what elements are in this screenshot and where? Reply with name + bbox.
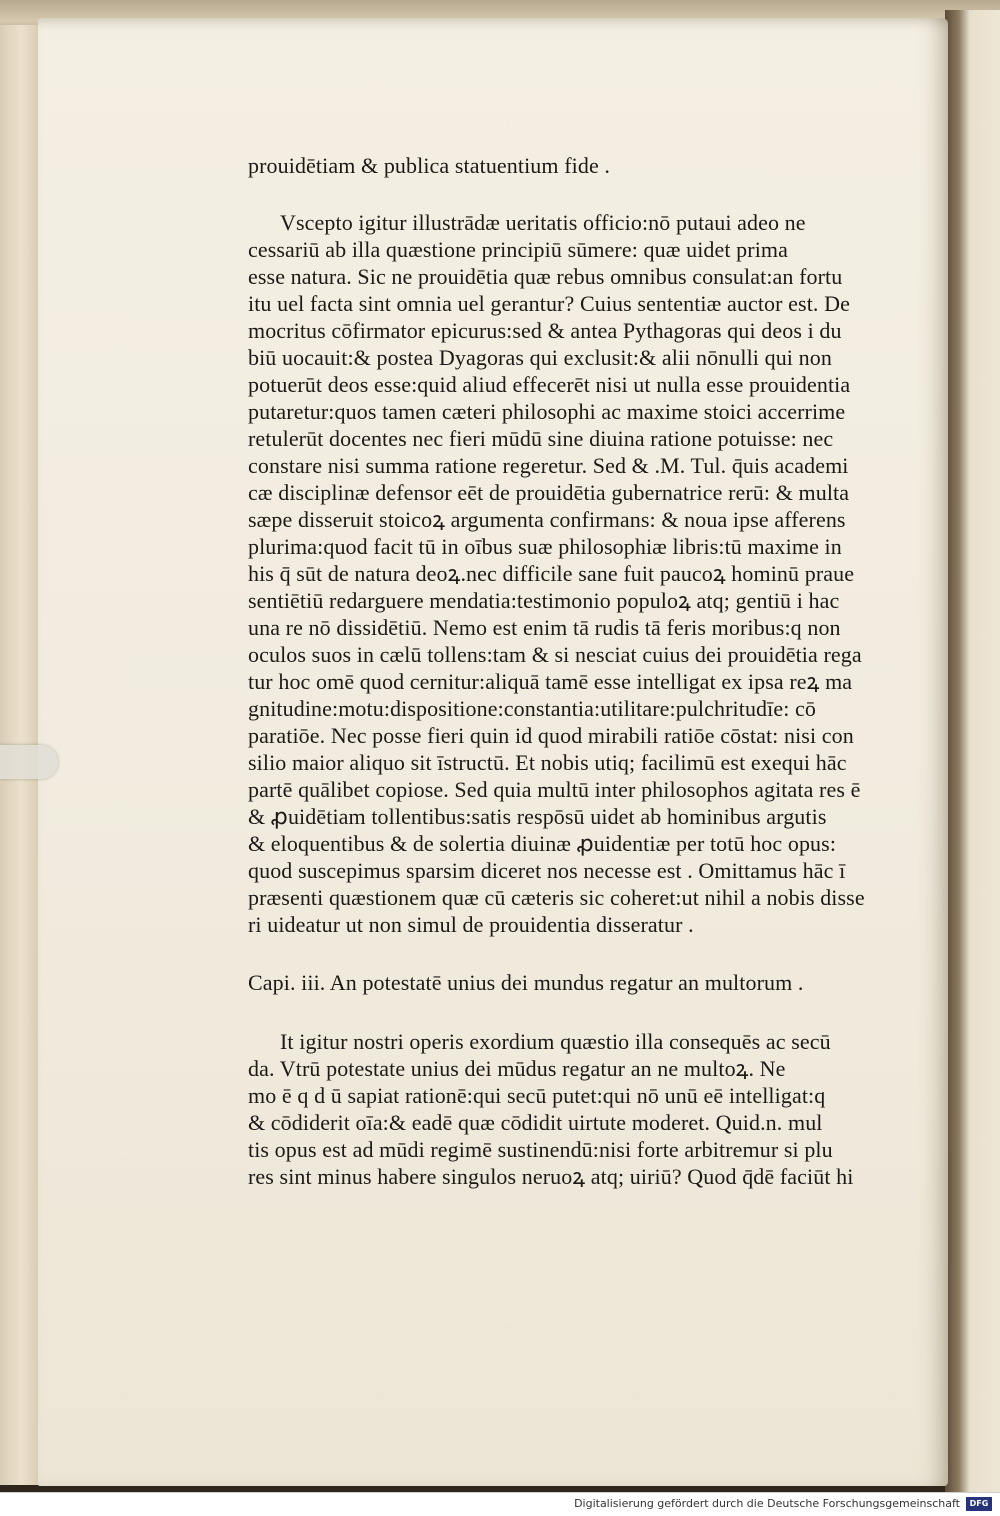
text-line: biū uocauit:& postea Dyagoras qui exclusit:& alii nōnulli qui non [248,345,832,370]
main-text-block [248,152,865,1190]
text-line: præsenti quæstionem quæ cū cæteris sic coheret:ut nihil a nobis disse [248,885,865,910]
text-line: constare nisi summa ratione regeretur. Sed & .M. Tul. q̄uis academi [248,453,849,478]
facing-page-fragment [956,0,1000,1482]
text-line: mocritus cōfirmator epicurus:sed & antea Pythagoras qui deos i du [248,318,842,343]
text-line: una re nō dissidētiū. Nemo est enim tā rudis tā feris moribus:q non [248,615,841,640]
text-line: It igitur nostri operis exordium quæstio illa consequēs ac secū [280,1029,831,1054]
dfg-logo-icon: DFG [966,1497,992,1511]
text-line: oculos suos in cælū tollens:tam & si nesciat cuius dei prouidētia rega [248,642,862,667]
text-line: plurima:quod facit tū in oībus suæ philosophiæ libris:tū maxime in [248,534,842,559]
text-line: retulerūt docentes nec fieri mūdū sine diuina ratione potuisse: nec [248,426,834,451]
text-line: ri uideatur ut non simul de prouidentia disseratur . [248,912,694,937]
text-line: tis opus est ad mūdi regimē sustinendū:nisi forte arbitremur si plu [248,1137,833,1162]
footer-bar [0,1492,1000,1516]
text-line: & cōdiderit oīa:& eadē quæ cōdidit uirtute moderet. Quid.n. mul [248,1110,823,1135]
text-line: mo ē q d ū sapiat rationē:qui secū putet:qui nō unū eē intelligat:q [248,1083,826,1108]
text-line: paratiōe. Nec posse fieri quin id quod mirabili ratiōe cōstat: nisi con [248,723,854,748]
text-line: partē quālibet copiose. Sed quia multū inter philosophos agitata res ē [248,777,861,802]
funding-credit: Digitalisierung gefördert durch die Deutsche Forschungsgemeinschaft [574,1497,960,1510]
text-line: res sint minus habere singulos neruoꝝ atq; uiriū? Quod q̄dē faciūt hi [248,1164,854,1189]
text-line: sentiētiū redarguere mendatia:testimonio populoꝝ atq; gentiū i hac [248,588,840,613]
text-line: potuerūt deos esse:quid aliud effecerēt nisi ut nulla esse prouidentia [248,372,851,397]
text-line: & ꝓuidētiam tollentibus:satis respōsū uidet ab hominibus argutis [248,804,827,829]
text-line: putaretur:quos tamen cæteri philosophi ac maxime stoici accerrime [248,399,846,424]
text-line: esse natura. Sic ne prouidētia quæ rebus omnibus consulat:an fortu [248,264,843,289]
text-line: quod suscepimus sparsim diceret nos necesse est . Omittamus hāc ī [248,858,846,883]
text-line: sæpe disseruit stoicoꝝ argumenta confirmans: & noua ipse afferens [248,507,846,532]
page-clip [0,745,58,779]
text-line: cæ disciplinæ defensor eēt de prouidētia gubernatrice rerū: & multa [248,480,850,505]
chapter-heading: Capi. iii. An potestatē unius dei mundus regatur an multorum . [248,970,804,995]
text-line: tur hoc omē quod cernitur:aliquā tamē esse intelligat ex ipsa reꝝ ma [248,669,853,694]
text-line: his q̄ sūt de natura deoꝝ.nec difficile sane fuit paucoꝝ hominū praue [248,561,855,586]
text-line: silio maior aliquo sit īstructū. Et nobis utiq; facilimū est exequi hāc [248,750,847,775]
text-line: itu uel facta sint omnia uel gerantur? Cuius sententiæ auctor est. De [248,291,850,316]
text-line: prouidētiam & publica statuentium fide . [248,153,611,178]
text-line: da. Vtrū potestate unius dei mūdus regatur an ne multoꝝ. Ne [248,1056,786,1081]
text-line: gnitudine:motu:dispositione:constantia:utilitare:pulchritudīe: cō [248,696,817,721]
text-line: Vsceptо igitur illustrādæ ueritatis officio:nō putaui adeo ne [280,210,806,235]
text-line: & eloquentibus & de solertia diuinæ ꝓuidentiæ per totū hoc opus: [248,831,837,856]
text-line: cessariū ab illa quæstione principiū sūmere: quæ uidet prima [248,237,788,262]
